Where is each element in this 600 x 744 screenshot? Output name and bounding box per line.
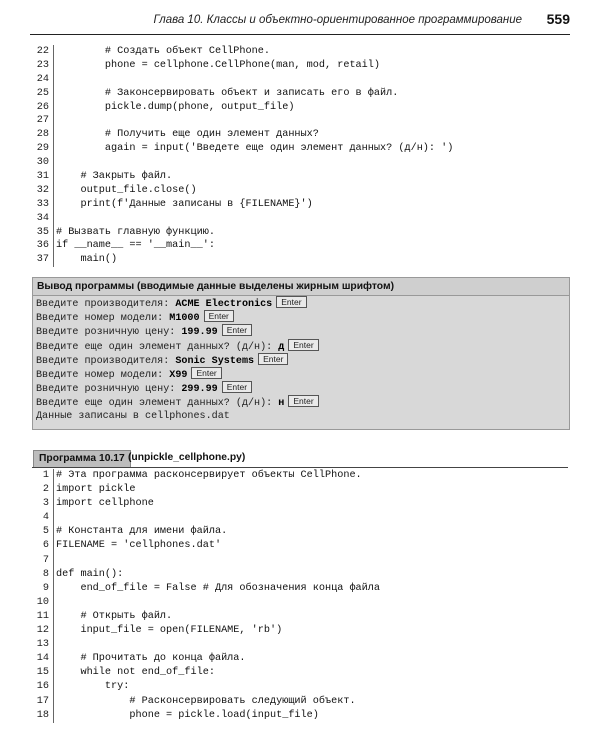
gutter-divider	[53, 497, 54, 511]
code-line	[32, 212, 568, 226]
gutter-divider	[53, 170, 54, 184]
enter-key-icon: Enter	[258, 353, 288, 365]
code-text: def main():	[56, 568, 124, 580]
gutter-divider	[53, 142, 54, 156]
code-line	[32, 45, 568, 59]
output-prompt: Данные записаны в cellphones.dat	[36, 410, 230, 422]
code-line	[32, 624, 568, 638]
gutter-divider	[53, 638, 54, 652]
code-text: phone = pickle.load(input_file)	[56, 709, 319, 721]
code-text: import pickle	[56, 484, 136, 496]
enter-key-icon: Enter	[204, 310, 234, 322]
gutter-divider	[53, 511, 54, 525]
code-line	[32, 114, 568, 128]
user-input: ACME Electronics	[175, 299, 273, 310]
code-line	[32, 582, 568, 596]
code-text: # Закрыть файл.	[56, 171, 173, 183]
code-text: # Прочитать до конца файла.	[56, 653, 246, 665]
output-line	[33, 410, 569, 424]
output-prompt: Введите номер модели:	[36, 369, 170, 381]
gutter-divider	[53, 226, 54, 240]
enter-key-icon: Enter	[222, 324, 252, 336]
code-text: # Законсервировать объект и записать его в файл.	[56, 87, 399, 99]
code-text: import cellphone	[56, 498, 154, 510]
enter-key-icon: Enter	[222, 381, 252, 393]
line-number: 4	[42, 512, 49, 524]
code-line	[32, 184, 568, 198]
line-number: 5	[42, 526, 49, 538]
gutter-divider	[53, 128, 54, 142]
gutter-divider	[53, 87, 54, 101]
line-number: 13	[36, 639, 49, 651]
output-heading: Вывод программы (вводимые данные выделены жирным шрифтом)	[33, 278, 569, 296]
output-prompt: Введите производителя:	[36, 299, 176, 310]
user-input: X99	[169, 369, 188, 381]
line-number: 12	[36, 625, 49, 637]
user-input: д	[278, 341, 285, 353]
code-text: # Создать объект CellPhone.	[56, 46, 270, 57]
code-listing-bottom	[32, 469, 568, 723]
user-input: Sonic Systems	[175, 355, 255, 367]
code-text: # Вызвать главную функцию.	[56, 226, 215, 238]
code-line	[32, 638, 568, 652]
code-text: input_file = open(FILENAME, 'rb')	[56, 625, 283, 637]
gutter-divider	[53, 198, 54, 212]
code-line	[32, 87, 568, 101]
gutter-divider	[53, 709, 54, 723]
code-text: FILENAME = 'cellphones.dat'	[56, 540, 222, 552]
code-line	[32, 525, 568, 539]
code-line	[32, 497, 568, 511]
line-number: 35	[36, 226, 49, 238]
program-output-box	[32, 277, 570, 430]
code-line	[32, 610, 568, 624]
line-number: 36	[36, 240, 49, 252]
code-text: # Получить еще один элемент данных?	[56, 129, 319, 141]
line-number: 23	[36, 59, 49, 71]
code-line	[32, 142, 568, 156]
gutter-divider	[53, 184, 54, 198]
gutter-divider	[53, 680, 54, 694]
line-number: 15	[36, 667, 49, 679]
code-text: print(f'Данные записаны в {FILENAME}')	[56, 198, 313, 210]
code-line	[32, 73, 568, 87]
code-line	[32, 239, 568, 253]
gutter-divider	[53, 568, 54, 582]
line-number: 37	[36, 254, 49, 266]
line-number: 25	[36, 87, 49, 99]
program-label: Программа 10.17	[33, 450, 131, 468]
line-number: 14	[36, 653, 49, 665]
line-number: 24	[36, 73, 49, 85]
gutter-divider	[53, 114, 54, 128]
code-text: # Константа для имени файла.	[56, 526, 228, 538]
code-line	[32, 596, 568, 610]
gutter-divider	[53, 624, 54, 638]
page-header	[0, 8, 600, 34]
output-prompt: Введите розничную цену:	[36, 384, 182, 396]
code-line	[32, 198, 568, 212]
line-number: 18	[36, 709, 49, 721]
line-number: 10	[36, 596, 49, 608]
code-line	[32, 680, 568, 694]
output-prompt: Введите еще один элемент данных? (д/н):	[36, 341, 279, 353]
code-text: while not end_of_file:	[56, 667, 215, 679]
line-number: 11	[36, 610, 49, 622]
code-line	[32, 253, 568, 267]
line-number: 16	[36, 681, 49, 693]
gutter-divider	[53, 695, 54, 709]
code-line	[32, 483, 568, 497]
line-number: 30	[36, 157, 49, 169]
gutter-divider	[53, 59, 54, 73]
output-prompt: Введите производителя:	[36, 355, 176, 367]
gutter-divider	[53, 469, 54, 483]
code-line	[32, 709, 568, 723]
gutter-divider	[53, 582, 54, 596]
line-number: 6	[42, 540, 49, 552]
code-text: # Открыть файл.	[56, 610, 173, 622]
output-line	[33, 395, 569, 409]
code-line	[32, 666, 568, 680]
code-line	[32, 511, 568, 525]
code-line	[32, 59, 568, 73]
code-line	[32, 226, 568, 240]
line-number: 2	[42, 484, 49, 496]
output-prompt: Введите еще один элемент данных? (д/н):	[36, 398, 279, 410]
enter-key-icon: Enter	[191, 367, 221, 379]
enter-key-icon: Enter	[288, 339, 318, 351]
output-lines	[33, 296, 569, 424]
line-number: 32	[36, 184, 49, 196]
output-line	[33, 296, 569, 310]
output-line	[33, 381, 569, 395]
gutter-divider	[53, 554, 54, 568]
code-text: try:	[56, 681, 130, 693]
line-number: 26	[36, 101, 49, 113]
line-number: 33	[36, 198, 49, 210]
gutter-divider	[53, 666, 54, 680]
line-number: 31	[36, 171, 49, 183]
header-rule	[30, 34, 570, 35]
gutter-divider	[53, 253, 54, 267]
page-number: 559	[546, 11, 570, 27]
code-text: phone = cellphone.CellPhone(man, mod, retail)	[56, 59, 381, 71]
enter-key-icon: Enter	[276, 296, 306, 308]
line-number: 28	[36, 129, 49, 141]
line-number: 7	[42, 554, 49, 566]
line-number: 34	[36, 212, 49, 224]
program-caption	[32, 450, 568, 468]
gutter-divider	[53, 239, 54, 253]
gutter-divider	[53, 610, 54, 624]
code-text: again = input('Введете еще один элемент данных? (д/н): ')	[56, 143, 454, 155]
code-line	[32, 568, 568, 582]
output-line	[33, 324, 569, 338]
line-number: 22	[36, 46, 49, 57]
output-line	[33, 339, 569, 353]
code-line	[32, 539, 568, 553]
gutter-divider	[53, 156, 54, 170]
output-prompt: Введите розничную цену:	[36, 327, 182, 339]
line-number: 17	[36, 695, 49, 707]
line-number: 1	[42, 470, 49, 481]
user-input: M1000	[169, 313, 200, 325]
line-number: 8	[42, 568, 49, 580]
gutter-divider	[53, 101, 54, 115]
line-number: 3	[42, 498, 49, 510]
code-text: # Эта программа расконсервирует объекты CellPhone.	[56, 470, 362, 481]
code-line	[32, 695, 568, 709]
code-listing-top	[32, 45, 568, 267]
user-input: 299.99	[181, 384, 218, 396]
user-input: 199.99	[181, 327, 218, 339]
code-line	[32, 101, 568, 115]
gutter-divider	[53, 539, 54, 553]
code-line	[32, 128, 568, 142]
line-number: 29	[36, 143, 49, 155]
code-text: pickle.dump(phone, output_file)	[56, 101, 295, 113]
code-text: output_file.close()	[56, 184, 197, 196]
code-text: # Расконсервировать следующий объект.	[56, 695, 356, 707]
code-line	[32, 652, 568, 666]
code-text: main()	[56, 254, 118, 266]
code-line	[32, 469, 568, 483]
enter-key-icon: Enter	[288, 395, 318, 407]
gutter-divider	[53, 212, 54, 226]
code-text: if __name__ == '__main__':	[56, 240, 215, 252]
line-number: 9	[42, 582, 49, 594]
output-line	[33, 310, 569, 324]
gutter-divider	[53, 596, 54, 610]
output-line	[33, 367, 569, 381]
gutter-divider	[53, 525, 54, 539]
code-text: end_of_file = False # Для обозначения конца файла	[56, 582, 381, 594]
line-number: 27	[36, 115, 49, 127]
gutter-divider	[53, 73, 54, 87]
program-filename: (unpickle_cellphone.py)	[128, 452, 246, 463]
code-line	[32, 554, 568, 568]
chapter-title: Глава 10. Классы и объектно-ориентированное программирование	[153, 14, 522, 26]
gutter-divider	[53, 483, 54, 497]
caption-rule	[32, 467, 568, 468]
code-line	[32, 170, 568, 184]
output-prompt: Введите номер модели:	[36, 313, 170, 325]
output-line	[33, 353, 569, 367]
user-input: н	[278, 398, 285, 410]
code-line	[32, 156, 568, 170]
gutter-divider	[53, 652, 54, 666]
gutter-divider	[53, 45, 54, 59]
